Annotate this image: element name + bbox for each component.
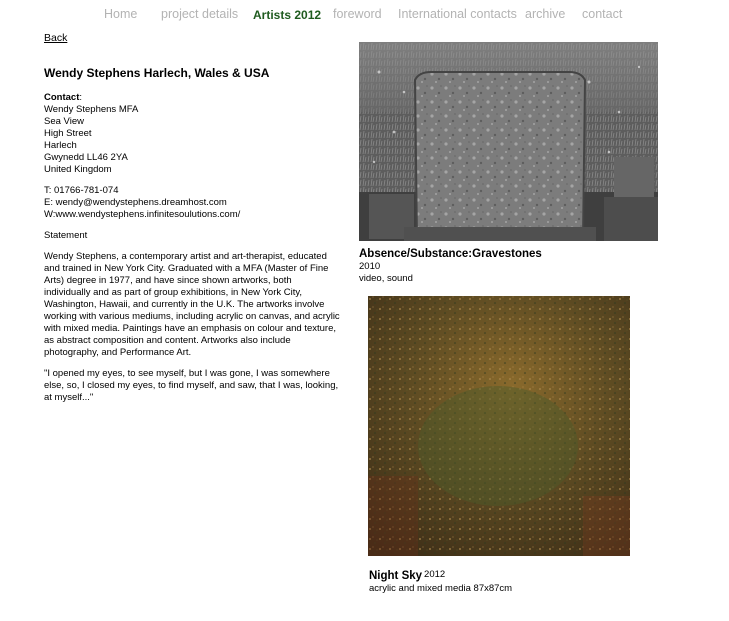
work-caption	[369, 569, 512, 595]
contact-label: Contact	[44, 92, 80, 103]
statement-text: Wendy Stephens, a contemporary artist and art-therapist, educated and trained in New York City. Graduated with a MFA (Master of Fine Arts) degree in 1977, and have since shown artworks, both individually and as part of group exhibitions, in New York City, Washington, Hawaii, and currently in the U.K. The artworks involve working with various mediums, including acrylic on canvas, and acrylic with mixed media. Paintings have an emphasis on colour and texture, as abstract composition and content. Artworks also include photography, and Performance Art.	[44, 251, 340, 358]
email-address: E: wendy@wendystephens.dreamhost.com	[44, 197, 227, 208]
website-address: W:www.wendystephens.infinitesoulutions.com/	[44, 209, 241, 220]
artist-info	[44, 66, 340, 413]
work-title: Absence/Substance:Gravestones	[359, 248, 542, 260]
artist-heading: Wendy Stephens Harlech, Wales & USA	[44, 66, 270, 80]
nav-archive[interactable]: archive	[525, 7, 566, 21]
address-line: High Street	[44, 128, 92, 139]
address-line: Gwynedd LL46 2YA	[44, 152, 128, 163]
address-line: Harlech	[44, 140, 77, 151]
statement-label: Statement	[44, 230, 88, 241]
work-caption	[359, 247, 542, 285]
work-year: 2010	[359, 261, 381, 272]
nav-project-details[interactable]: project details	[161, 7, 239, 21]
nav-international-contacts[interactable]: International contacts	[398, 7, 517, 21]
nav-artists-2012[interactable]: Artists 2012	[253, 8, 322, 22]
night-sky-image	[368, 296, 630, 556]
back-link[interactable]: Back	[44, 32, 68, 44]
top-navigation	[0, 7, 729, 23]
address-line: United Kingdom	[44, 164, 112, 175]
nav-home[interactable]: Home	[104, 7, 138, 21]
artist-quote: "I opened my eyes, to see myself, but I was gone, I was somewhere else, so, I closed my eyes, to find myself, and saw, that I was, looking, at myself..."	[44, 368, 339, 403]
gravestones-image	[359, 42, 658, 241]
nav-foreword[interactable]: foreword	[333, 7, 382, 21]
work-title: Night Sky	[369, 570, 423, 582]
work-medium: acrylic and mixed media 87x87cm	[369, 583, 513, 594]
contact-details	[44, 185, 340, 221]
nav-contact[interactable]: contact	[582, 7, 623, 21]
address-line: Sea View	[44, 116, 84, 127]
phone-number: T: 01766-781-074	[44, 185, 119, 196]
address-line: Wendy Stephens MFA	[44, 104, 139, 115]
contact-block: Contact: Wendy Stephens MFA Sea View High Street Harlech Gwynedd LL46 2YA United Kingdom	[44, 92, 340, 176]
work-year: 2012	[424, 569, 446, 580]
work-medium: video, sound	[359, 273, 413, 284]
